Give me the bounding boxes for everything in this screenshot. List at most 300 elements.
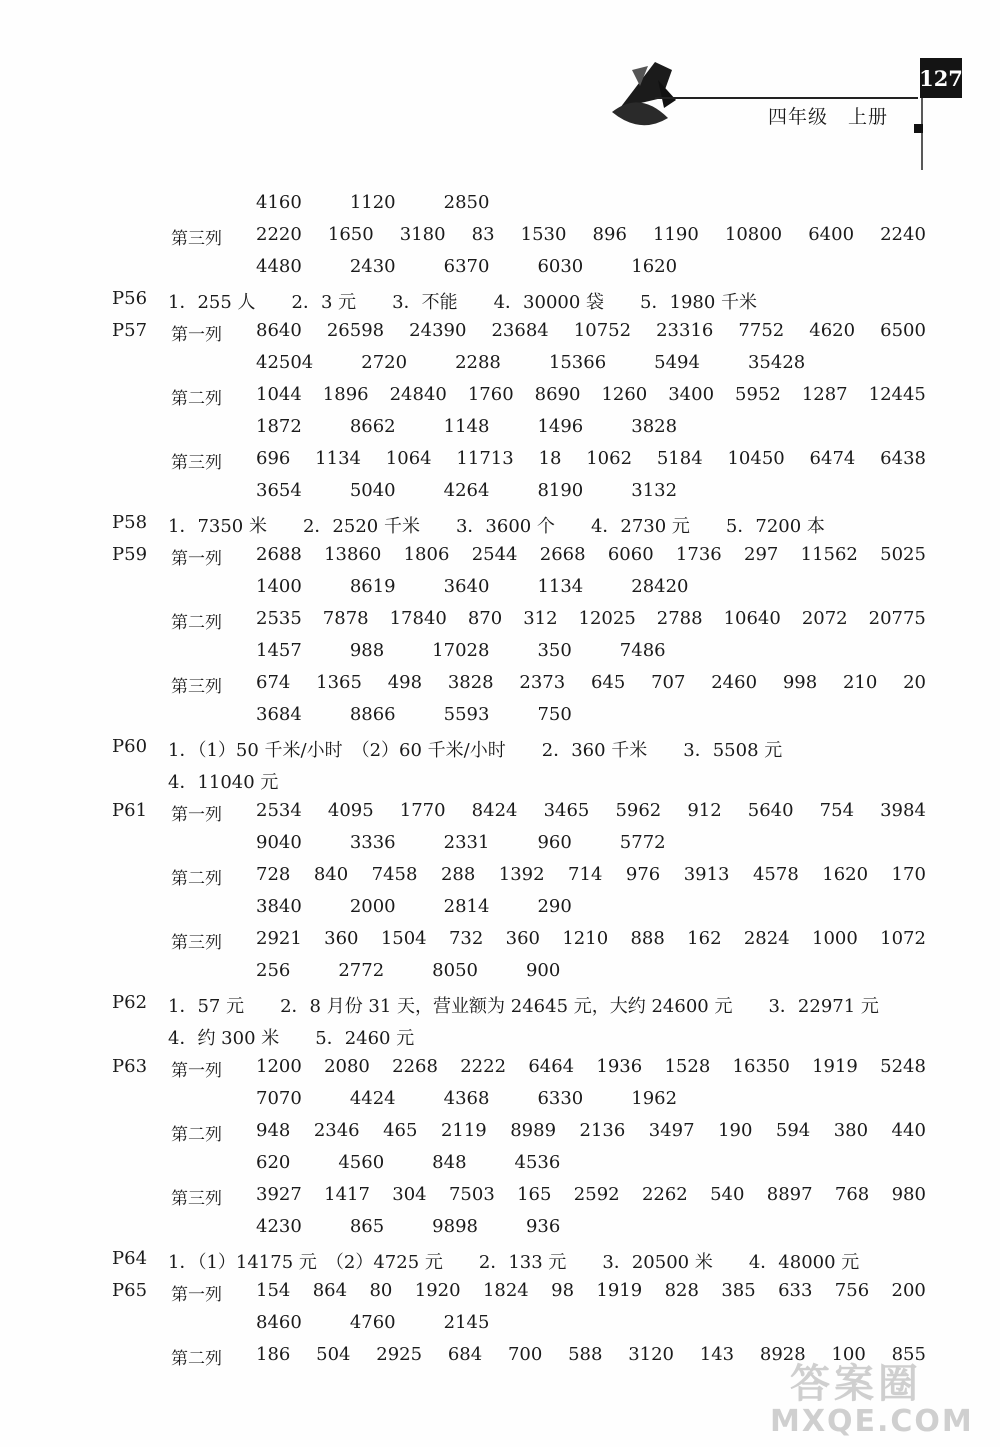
answer-number: 23316 [656,320,714,341]
number-row [256,928,926,949]
answer-number: 2373 [519,672,566,693]
answer-number: 26598 [326,320,385,341]
answer-line [0,380,1000,412]
answer-number: 750 [537,704,572,725]
answer-line [0,348,1000,380]
answer-text: 1．7350 米 2．2520 千米 3．3600 个 4．2730 元 5．7200 本 [168,516,825,537]
answer-number: 1190 [652,224,699,245]
answer-number: 170 [891,864,926,885]
number-row [256,224,926,245]
answer-number: 5025 [880,544,926,565]
answer-number: 1062 [586,448,633,469]
answer-number: 1417 [324,1184,370,1205]
answer-number: 2430 [349,256,396,277]
answer-number: 633 [778,1280,813,1301]
answer-number: 645 [590,672,626,693]
answer-number: 4264 [443,480,490,501]
answer-number: 4424 [349,1088,396,1109]
answer-number: 3684 [256,704,302,725]
answer-line [0,412,1000,444]
answer-number: 8989 [510,1120,557,1141]
answer-number: 1650 [327,224,374,245]
answer-number: 3927 [256,1184,302,1205]
answer-number: 15366 [548,352,607,373]
answer-number: 3400 [668,384,715,405]
answer-number: 594 [775,1120,811,1141]
answer-number: 840 [313,864,349,885]
answer-number: 4560 [338,1152,385,1173]
answer-list [0,188,1000,1372]
answer-number: 380 [833,1120,869,1141]
column-label: 第三列 [171,933,222,953]
answer-line [0,1212,1000,1244]
answer-number: 1770 [399,800,446,821]
answer-number: 684 [447,1344,483,1365]
answer-number: 5962 [615,800,662,821]
answer-number: 4368 [443,1088,490,1109]
number-row [256,800,926,821]
answer-number: 888 [630,928,665,949]
answer-number: 165 [517,1184,552,1205]
answer-number: 7503 [448,1184,495,1205]
number-row [256,896,926,917]
number-row [256,864,926,885]
answer-text: 1．255 人 2．3 元 3．不能 4．30000 袋 5．1980 千米 [168,292,758,313]
column-label: 第二列 [171,1349,222,1369]
answer-line [0,1148,1000,1180]
number-row [256,1088,926,1109]
answer-line [0,700,1000,732]
answer-number: 768 [834,1184,870,1205]
leaf-logo-icon [612,62,676,125]
number-row [256,608,926,629]
answer-number: 540 [710,1184,745,1205]
answer-number: 2220 [256,224,302,245]
answer-number: 2921 [256,928,302,949]
answer-number: 504 [316,1344,351,1365]
answer-number: 3132 [631,480,678,501]
answer-number: 6370 [443,256,490,277]
answer-number: 23684 [491,320,549,341]
page-header [0,0,1000,180]
answer-number: 498 [387,672,423,693]
answer-number: 7486 [619,640,666,661]
answer-number: 210 [842,672,878,693]
answer-number: 2925 [376,1344,423,1365]
answer-number: 2720 [361,352,408,373]
page-ref: P62 [112,992,148,1013]
answer-number: 8619 [349,576,396,597]
answer-number: 7752 [738,320,785,341]
column-label: 第三列 [171,229,222,249]
answer-number: 2460 [711,672,758,693]
answer-number: 865 [349,1216,385,1237]
answer-line [0,956,1000,988]
answer-number: 3984 [880,800,926,821]
answer-line [0,924,1000,956]
answer-number: 2145 [443,1312,490,1333]
answer-line [0,1052,1000,1084]
answer-number: 1528 [664,1056,711,1077]
answer-number: 11713 [456,448,514,469]
answer-number: 2534 [256,800,302,821]
column-label: 第三列 [171,677,222,697]
column-label: 第一列 [171,549,222,569]
answer-line [0,796,1000,828]
answer-line [0,316,1000,348]
answer-number: 896 [592,224,627,245]
answer-number: 696 [256,448,291,469]
answer-number: 256 [256,960,291,981]
answer-number: 1496 [537,416,584,437]
answer-number: 960 [537,832,572,853]
answer-number: 1064 [385,448,432,469]
answer-line [0,892,1000,924]
answer-line [0,1244,1000,1276]
number-row [256,704,926,725]
answer-number: 5772 [619,832,666,853]
answer-number: 1760 [467,384,514,405]
answer-number: 5040 [349,480,396,501]
answer-line [0,476,1000,508]
answer-number: 1072 [880,928,926,949]
page-ref: P56 [112,288,148,309]
answer-number: 1200 [256,1056,302,1077]
answer-number: 24840 [389,384,447,405]
answer-line [0,636,1000,668]
answer-number: 754 [819,800,855,821]
answer-number: 350 [537,640,572,661]
number-row [256,1184,926,1205]
answer-number: 2772 [338,960,385,981]
answer-number: 20 [903,672,926,693]
answer-number: 1530 [520,224,567,245]
answer-number: 11562 [800,544,858,565]
answer-line [0,1180,1000,1212]
answer-number: 728 [256,864,291,885]
number-row [256,480,926,501]
answer-number: 4536 [514,1152,561,1173]
answer-number: 8640 [256,320,302,341]
answer-number: 2331 [443,832,490,853]
answer-number: 998 [782,672,818,693]
watermark-text: 答案圈 [790,1361,922,1407]
answer-number: 900 [525,960,561,981]
number-row [256,1120,926,1141]
answer-number: 42504 [256,352,314,373]
answer-number: 1919 [812,1056,858,1077]
answer-number: 1806 [403,544,450,565]
answer-number: 360 [505,928,541,949]
answer-number: 162 [687,928,722,949]
answer-number: 870 [467,608,503,629]
page-number: 127 [920,58,962,98]
answer-number: 2119 [440,1120,487,1141]
answer-number: 297 [744,544,779,565]
answer-number: 1504 [380,928,427,949]
answer-number: 4760 [349,1312,396,1333]
answer-line [0,860,1000,892]
column-label: 第一列 [171,1285,222,1305]
answer-number: 1365 [316,672,362,693]
column-label: 第二列 [171,869,222,889]
page-ref: P64 [112,1248,148,1269]
number-row [256,832,926,853]
answer-number: 2080 [324,1056,370,1077]
answer-line [0,828,1000,860]
answer-number: 1044 [256,384,302,405]
answer-number: 864 [312,1280,348,1301]
answer-text: 4．11040 元 [168,772,279,793]
page-ref: P59 [112,544,148,565]
answer-number: 6474 [809,448,856,469]
number-row [256,960,926,981]
answer-number: 756 [834,1280,870,1301]
watermark-url: MXQE.COM [770,1404,974,1439]
answer-number: 1287 [801,384,848,405]
answer-number: 620 [256,1152,291,1173]
number-row [256,576,926,597]
answer-number: 28420 [631,576,689,597]
answer-number: 4160 [256,192,302,213]
answer-number: 1148 [443,416,490,437]
answer-number: 3654 [256,480,302,501]
page-ref: P57 [112,320,148,341]
answer-number: 3840 [256,896,302,917]
answer-number: 465 [383,1120,418,1141]
answer-line [0,668,1000,700]
answer-number: 2544 [471,544,518,565]
answer-number: 4095 [327,800,374,821]
answer-number: 1824 [482,1280,529,1301]
answer-number: 700 [507,1344,543,1365]
answer-number: 2346 [313,1120,360,1141]
answer-number: 143 [699,1344,735,1365]
answer-number: 976 [625,864,661,885]
answer-number: 24390 [409,320,467,341]
answer-text: 4．约 300 米 5．2460 元 [168,1028,415,1049]
number-row [256,1280,926,1301]
answer-number: 948 [256,1120,291,1141]
answer-number: 290 [537,896,572,917]
answer-number: 3120 [628,1344,675,1365]
answer-number: 360 [324,928,359,949]
answer-line [0,508,1000,540]
answer-number: 1457 [256,640,302,661]
answer-number: 8928 [759,1344,806,1365]
header-rule [0,0,1000,180]
answer-number: 588 [568,1344,603,1365]
number-row [256,672,926,693]
answer-number: 828 [664,1280,699,1301]
answer-number: 6464 [528,1056,575,1077]
answer-number: 714 [568,864,603,885]
grade-label: 四年级 上册 [768,106,889,128]
answer-line [0,1276,1000,1308]
answer-number: 12445 [868,384,926,405]
answer-number: 674 [256,672,291,693]
answer-number: 3640 [443,576,490,597]
answer-line [0,252,1000,284]
answer-number: 20775 [868,608,926,629]
answer-number: 1210 [562,928,609,949]
answer-number: 5593 [443,704,490,725]
answer-number: 1620 [631,256,678,277]
column-label: 第一列 [171,805,222,825]
answer-number: 288 [440,864,476,885]
number-row [256,320,926,341]
answer-number: 6400 [808,224,855,245]
answer-number: 8866 [349,704,396,725]
answer-number: 8690 [534,384,581,405]
answer-number: 8460 [256,1312,302,1333]
column-label: 第三列 [171,1189,222,1209]
answer-number: 707 [651,672,686,693]
page-ref: P65 [112,1280,148,1301]
answer-number: 2000 [349,896,396,917]
answer-number: 5184 [656,448,703,469]
number-row [256,544,926,565]
answer-number: 98 [551,1280,575,1301]
column-label: 第一列 [171,325,222,345]
answer-number: 304 [392,1184,427,1205]
answer-line [0,284,1000,316]
number-row [256,1056,926,1077]
answer-number: 2814 [443,896,490,917]
column-label: 第二列 [171,389,222,409]
answer-number: 100 [831,1344,866,1365]
answer-number: 3336 [349,832,396,853]
column-label: 第二列 [171,613,222,633]
answer-number: 1400 [256,576,302,597]
answer-number: 1896 [322,384,369,405]
answer-number: 2788 [656,608,703,629]
answer-number: 8050 [432,960,478,981]
number-row [256,416,926,437]
answer-number: 35428 [747,352,806,373]
answer-line [0,604,1000,636]
answer-line [0,572,1000,604]
answer-number: 1919 [596,1280,643,1301]
answer-number: 13860 [324,544,382,565]
answer-number: 6060 [607,544,654,565]
answer-number: 1736 [675,544,722,565]
answer-text: 1．（1）14175 元 （2）4725 元 2．133 元 3．20500 米 4．48000 元 [168,1252,860,1273]
number-row [256,384,926,405]
answer-number: 3497 [648,1120,695,1141]
answer-number: 8424 [471,800,518,821]
answer-number: 440 [891,1120,926,1141]
answer-number: 3913 [683,864,730,885]
number-row [256,352,926,373]
column-label: 第三列 [171,453,222,473]
answer-number: 1120 [349,192,396,213]
answer-number: 3828 [447,672,494,693]
answer-number: 16350 [732,1056,790,1077]
answer-number: 6438 [880,448,926,469]
answer-number: 9040 [256,832,302,853]
answer-number: 2850 [443,192,490,213]
answer-number: 3180 [399,224,446,245]
number-row [256,192,926,213]
answer-line [0,1020,1000,1052]
answer-number: 2262 [641,1184,688,1205]
answer-number: 4480 [256,256,302,277]
answer-line [0,444,1000,476]
answer-number: 1134 [315,448,361,469]
answer-number: 190 [718,1120,753,1141]
answer-line [0,540,1000,572]
answer-number: 2288 [455,352,501,373]
answer-number: 312 [523,608,558,629]
answer-number: 3465 [543,800,590,821]
answer-number: 17028 [432,640,490,661]
answer-number: 2688 [256,544,302,565]
answer-number: 1000 [812,928,858,949]
answer-text: 1．（1）50 千米/小时 （2）60 千米/小时 2．360 千米 3．5508 元 [168,740,783,761]
answer-number: 5248 [880,1056,926,1077]
answer-number: 6330 [537,1088,584,1109]
answer-number: 855 [891,1344,926,1365]
answer-line [0,988,1000,1020]
number-row [256,1152,926,1173]
answer-number: 17840 [389,608,447,629]
answer-number: 385 [721,1280,756,1301]
answer-number: 980 [891,1184,926,1205]
answer-line [0,1308,1000,1340]
answer-number: 200 [891,1280,926,1301]
answer-number: 2535 [256,608,302,629]
answer-number: 154 [256,1280,291,1301]
answer-number: 10752 [573,320,632,341]
answer-line [0,764,1000,796]
column-label: 第一列 [171,1061,222,1081]
answer-number: 6500 [880,320,926,341]
answer-number: 732 [448,928,484,949]
answer-number: 988 [349,640,385,661]
answer-number: 2592 [573,1184,620,1205]
answer-number: 5494 [654,352,700,373]
answer-line [0,732,1000,764]
number-row [256,1312,926,1333]
answer-text: 1．57 元 2．8 月份 31 天，营业额为 24645 元，大约 24600 元 3．22971 元 [168,996,879,1017]
page-ref: P58 [112,512,148,533]
answer-number: 912 [687,800,722,821]
answer-number: 1620 [822,864,869,885]
number-row [256,640,926,661]
page-ref: P63 [112,1056,148,1077]
answer-number: 2824 [743,928,790,949]
page-ref: P61 [112,800,148,821]
number-row [256,1216,926,1237]
answer-number: 7878 [322,608,369,629]
answer-number: 1260 [601,384,648,405]
answer-number: 5952 [735,384,781,405]
answer-number: 936 [525,1216,561,1237]
answer-number: 1392 [498,864,545,885]
answer-number: 7070 [256,1088,302,1109]
answer-number: 2222 [460,1056,507,1077]
answer-number: 18 [538,448,562,469]
answer-number: 2072 [801,608,848,629]
answer-number: 10800 [724,224,783,245]
answer-number: 8897 [766,1184,813,1205]
answer-line [0,1084,1000,1116]
number-row [256,256,926,277]
answer-number: 1872 [256,416,302,437]
answer-number: 80 [369,1280,393,1301]
page-ref: P60 [112,736,148,757]
